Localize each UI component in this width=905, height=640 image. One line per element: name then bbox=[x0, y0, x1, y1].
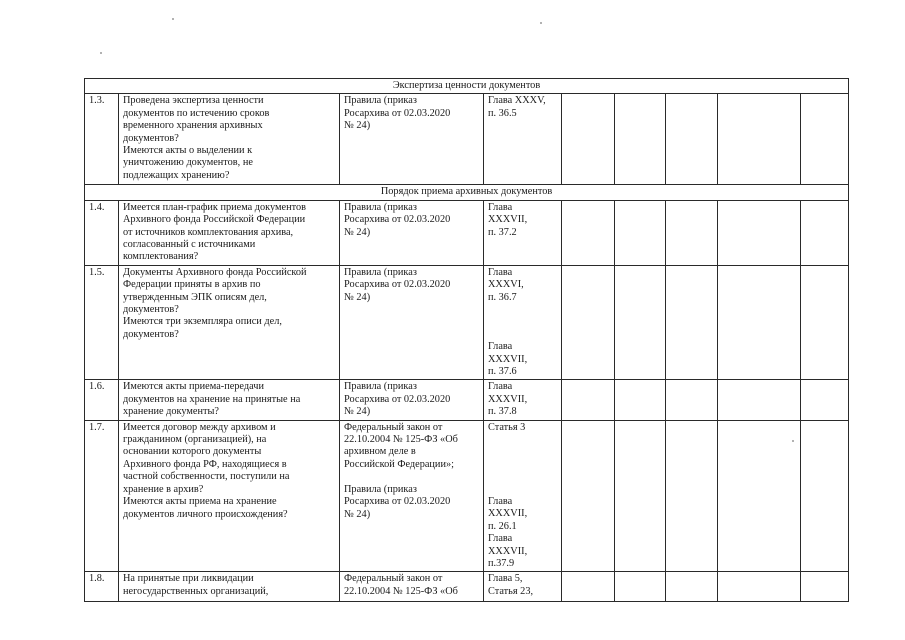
legal-basis-line: № 24) bbox=[344, 508, 371, 520]
requirement-cell bbox=[119, 200, 340, 265]
item-number: 1.3. bbox=[85, 94, 119, 185]
item-number: 1.7. bbox=[85, 420, 119, 572]
legal-basis-line: архивном деле в bbox=[344, 446, 416, 458]
table-row bbox=[85, 572, 849, 602]
reference-line: XXXVI, bbox=[488, 279, 524, 291]
table-body bbox=[85, 79, 849, 602]
reference-line: XXXVII, bbox=[488, 508, 528, 520]
empty-cell bbox=[801, 420, 849, 572]
legal-basis-line: 22.10.2004 № 125-ФЗ «Об bbox=[344, 434, 458, 446]
item-number: 1.5. bbox=[85, 265, 119, 380]
item-number: 1.8. bbox=[85, 572, 119, 602]
empty-cell bbox=[666, 380, 718, 420]
reference-cell bbox=[484, 94, 562, 185]
scan-speck bbox=[540, 22, 542, 24]
requirement-line: Архивного фонда РФ, находящиеся в bbox=[123, 458, 287, 470]
requirement-line: гражданином (организацией), на bbox=[123, 434, 267, 446]
requirement-line: Документы Архивного фонда Российской bbox=[123, 266, 307, 278]
spacer bbox=[488, 459, 557, 471]
legal-basis-line: № 24) bbox=[344, 291, 371, 303]
empty-cell bbox=[615, 200, 666, 265]
spacer bbox=[488, 304, 557, 316]
spacer bbox=[488, 329, 557, 341]
reference-line: п. 37.8 bbox=[488, 406, 517, 418]
item-number: 1.4. bbox=[85, 200, 119, 265]
empty-cell bbox=[801, 200, 849, 265]
requirement-line: Имеется план-график приема документов bbox=[123, 201, 307, 213]
reference-line: Глава bbox=[488, 341, 513, 353]
requirement-line: документов по истечению сроков bbox=[123, 107, 270, 119]
section-row bbox=[85, 185, 849, 200]
legal-basis-line: № 24) bbox=[344, 120, 371, 132]
requirement-line: от источников комплектования архива, bbox=[123, 226, 294, 238]
requirement-line: основании которого документы bbox=[123, 446, 262, 458]
spacer bbox=[488, 471, 557, 483]
requirement-cell bbox=[119, 265, 340, 380]
legal-basis-line: Правила (приказ bbox=[344, 201, 417, 213]
requirement-cell bbox=[119, 380, 340, 420]
legal-basis-cell bbox=[340, 420, 484, 572]
requirement-line: временного хранения архивных bbox=[123, 120, 263, 132]
empty-cell bbox=[615, 420, 666, 572]
scan-speck bbox=[100, 52, 102, 54]
legal-basis-line: Росархива от 02.03.2020 bbox=[344, 496, 451, 508]
reference-line: Глава bbox=[488, 496, 513, 508]
legal-basis-cell bbox=[340, 380, 484, 420]
empty-cell bbox=[562, 265, 615, 380]
reference-line: Глава bbox=[488, 266, 513, 278]
requirement-line: документов? bbox=[123, 328, 179, 340]
legal-basis-line: Росархива от 02.03.2020 bbox=[344, 107, 451, 119]
requirement-cell bbox=[119, 572, 340, 602]
section-title: Экспертиза ценности документов bbox=[85, 79, 849, 94]
reference-cell bbox=[484, 265, 562, 380]
legal-basis-cell bbox=[340, 200, 484, 265]
requirement-line: комплектования? bbox=[123, 251, 199, 263]
reference-line: Глава 5, bbox=[488, 573, 523, 585]
legal-basis-line: Федеральный закон от bbox=[344, 573, 443, 585]
legal-basis-line: Росархива от 02.03.2020 bbox=[344, 279, 451, 291]
spacer bbox=[344, 471, 479, 483]
empty-cell bbox=[666, 420, 718, 572]
item-number: 1.6. bbox=[85, 380, 119, 420]
empty-cell bbox=[562, 94, 615, 185]
requirement-line: документов на хранение на принятые на bbox=[123, 393, 301, 405]
reference-line: п. 26.1 bbox=[488, 520, 517, 532]
requirement-line: утвержденным ЭПК описям дел, bbox=[123, 291, 267, 303]
legal-basis-line: Правила (приказ bbox=[344, 483, 417, 495]
requirement-line: хранение в архив? bbox=[123, 483, 204, 495]
spacer bbox=[488, 446, 557, 458]
legal-basis-cell bbox=[340, 572, 484, 602]
empty-cell bbox=[718, 94, 801, 185]
reference-line: XXXVII, bbox=[488, 545, 528, 557]
reference-line: Глава bbox=[488, 533, 513, 545]
legal-basis-line: № 24) bbox=[344, 226, 371, 238]
requirement-line: Имеются акты о выделении к bbox=[123, 145, 253, 157]
legal-basis-line: 22.10.2004 № 125-ФЗ «Об bbox=[344, 585, 458, 597]
requirement-line: Имеются акты приема на хранение bbox=[123, 496, 277, 508]
requirement-line: подлежащих хранению? bbox=[123, 169, 230, 181]
empty-cell bbox=[801, 94, 849, 185]
section-row bbox=[85, 79, 849, 94]
empty-cell bbox=[718, 200, 801, 265]
spacer bbox=[488, 484, 557, 496]
empty-cell bbox=[718, 380, 801, 420]
reference-line: Глава XXXV, bbox=[488, 95, 546, 107]
legal-basis-cell bbox=[340, 265, 484, 380]
table-row bbox=[85, 200, 849, 265]
legal-basis-line: Российской Федерации»; bbox=[344, 458, 454, 470]
legal-basis-line: Правила (приказ bbox=[344, 381, 417, 393]
checklist-table bbox=[84, 78, 849, 602]
reference-line: XXXVII, bbox=[488, 353, 528, 365]
empty-cell bbox=[562, 200, 615, 265]
spacer bbox=[488, 434, 557, 446]
empty-cell bbox=[615, 94, 666, 185]
reference-line: Статья 23, bbox=[488, 585, 534, 597]
empty-cell bbox=[562, 572, 615, 602]
scan-speck bbox=[172, 18, 174, 20]
requirement-line: хранение документы? bbox=[123, 406, 219, 418]
spacer bbox=[488, 316, 557, 328]
requirement-line: Архивного фонда Российской Федерации bbox=[123, 214, 306, 226]
requirement-line: Имеются акты приема-передачи bbox=[123, 381, 264, 393]
legal-basis-cell bbox=[340, 94, 484, 185]
empty-cell bbox=[666, 572, 718, 602]
requirement-cell bbox=[119, 94, 340, 185]
requirement-line: частной собственности, поступили на bbox=[123, 471, 290, 483]
reference-line: Глава bbox=[488, 381, 513, 393]
table-row bbox=[85, 265, 849, 380]
legal-basis-line: Росархива от 02.03.2020 bbox=[344, 393, 451, 405]
empty-cell bbox=[562, 380, 615, 420]
section-title: Порядок приема архивных документов bbox=[85, 185, 849, 200]
requirement-line: документов? bbox=[123, 132, 179, 144]
empty-cell bbox=[615, 265, 666, 380]
legal-basis-line: Росархива от 02.03.2020 bbox=[344, 214, 451, 226]
table-row bbox=[85, 94, 849, 185]
table-row bbox=[85, 380, 849, 420]
reference-line: Глава bbox=[488, 201, 513, 213]
empty-cell bbox=[562, 420, 615, 572]
reference-line: п. 37.6 bbox=[488, 366, 517, 378]
legal-basis-line: Федеральный закон от bbox=[344, 421, 443, 433]
reference-cell bbox=[484, 200, 562, 265]
requirement-line: Проведена экспертиза ценности bbox=[123, 95, 264, 107]
empty-cell bbox=[801, 265, 849, 380]
empty-cell bbox=[615, 572, 666, 602]
requirement-line: уничтожению документов, не bbox=[123, 157, 253, 169]
requirement-line: Имеются три экземпляра описи дел, bbox=[123, 316, 282, 328]
reference-line: Статья 3 bbox=[488, 421, 526, 433]
empty-cell bbox=[718, 572, 801, 602]
empty-cell bbox=[666, 94, 718, 185]
empty-cell bbox=[615, 380, 666, 420]
table-row bbox=[85, 420, 849, 572]
reference-line: п. 36.7 bbox=[488, 291, 517, 303]
reference-line: п.37.9 bbox=[488, 558, 515, 570]
requirement-line: документов? bbox=[123, 304, 179, 316]
empty-cell bbox=[666, 200, 718, 265]
reference-line: XXXVII, bbox=[488, 214, 528, 226]
requirement-line: Имеется договор между архивом и bbox=[123, 421, 276, 433]
reference-line: п. 36.5 bbox=[488, 107, 517, 119]
legal-basis-line: Правила (приказ bbox=[344, 95, 417, 107]
reference-line: п. 37.2 bbox=[488, 226, 517, 238]
reference-cell bbox=[484, 420, 562, 572]
requirement-cell bbox=[119, 420, 340, 572]
empty-cell bbox=[718, 420, 801, 572]
empty-cell bbox=[666, 265, 718, 380]
requirement-line: негосударственных организаций, bbox=[123, 585, 269, 597]
reference-cell bbox=[484, 572, 562, 602]
requirement-line: согласованный с источниками bbox=[123, 239, 256, 251]
legal-basis-line: № 24) bbox=[344, 406, 371, 418]
reference-line: XXXVII, bbox=[488, 393, 528, 405]
requirement-line: На принятые при ликвидации bbox=[123, 573, 254, 585]
scan-speck bbox=[792, 440, 794, 442]
reference-cell bbox=[484, 380, 562, 420]
empty-cell bbox=[718, 265, 801, 380]
requirement-line: Федерации приняты в архив по bbox=[123, 279, 261, 291]
empty-cell bbox=[801, 380, 849, 420]
empty-cell bbox=[801, 572, 849, 602]
requirement-line: документов личного происхождения? bbox=[123, 508, 288, 520]
legal-basis-line: Правила (приказ bbox=[344, 266, 417, 278]
